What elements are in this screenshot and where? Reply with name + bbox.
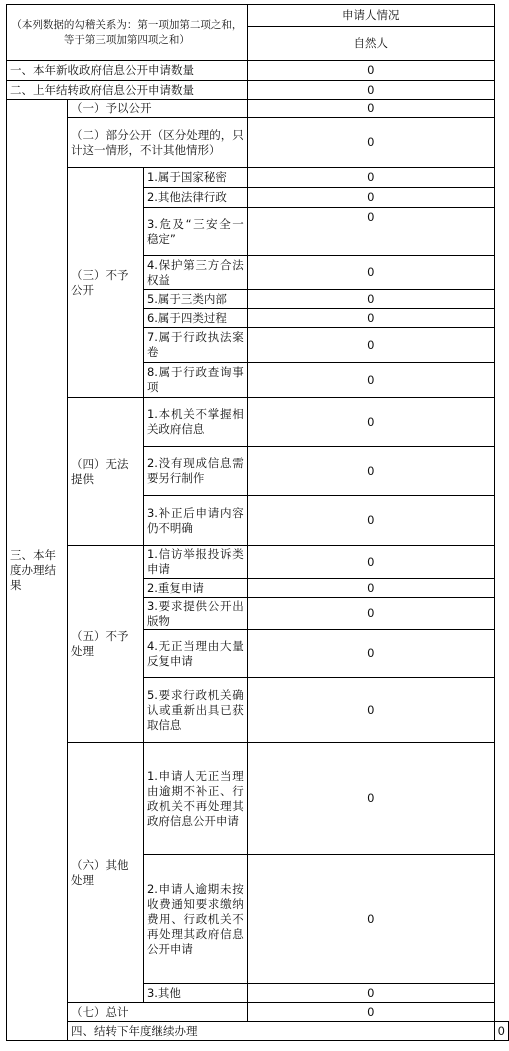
row-label: 二、上年结转政府信息公开申请数量	[7, 81, 248, 100]
row-value: 0	[247, 61, 494, 81]
item-value: 0	[247, 328, 494, 363]
table-row	[7, 1022, 509, 1041]
row-label: （一）予以公开	[68, 100, 248, 118]
table-row	[7, 168, 509, 188]
item-label: 3.危及“三安全一稳定”	[143, 208, 247, 256]
group-label-not-disclosed: （三）不予公开	[68, 168, 144, 398]
row-value: 0	[247, 1003, 494, 1022]
row-label: （七）总计	[68, 1003, 248, 1022]
table-row	[7, 398, 509, 447]
item-value: 0	[247, 256, 494, 290]
item-value: 0	[247, 208, 494, 256]
col-sub-header: 自然人	[247, 27, 494, 61]
item-label: 8.属于行政查询事项	[143, 363, 247, 398]
item-label: 1.属于国家秘密	[143, 168, 247, 188]
item-label: 5.要求行政机关确认或重新出具已获取信息	[143, 678, 247, 743]
item-label: 1.本机关不掌握相关政府信息	[143, 398, 247, 447]
row-label: 一、本年新收政府信息公开申请数量	[7, 61, 248, 81]
item-label: 3.补正后申请内容仍不明确	[143, 496, 247, 546]
item-label: 7.属于行政执法案卷	[143, 328, 247, 363]
item-label: 2.其他法律行政	[143, 188, 247, 208]
table-row	[7, 118, 509, 168]
item-value: 0	[247, 188, 494, 208]
item-label: 1.信访举报投诉类申请	[143, 546, 247, 579]
item-label: 4.保护第三方合法权益	[143, 256, 247, 290]
item-value: 0	[247, 579, 494, 598]
item-value: 0	[247, 363, 494, 398]
gov-info-disclosure-table	[6, 4, 509, 1041]
header-row-1	[7, 5, 509, 27]
table-row	[7, 1003, 509, 1022]
item-label: 6.属于四类过程	[143, 309, 247, 328]
item-value: 0	[247, 743, 494, 855]
table-row	[7, 61, 509, 81]
item-label: 3.要求提供公开出版物	[143, 598, 247, 630]
item-value: 0	[247, 984, 494, 1003]
item-value: 0	[247, 855, 494, 984]
item-value: 0	[247, 398, 494, 447]
section-label-results: 三、本年度办理结果	[7, 100, 68, 1041]
table-row	[7, 100, 509, 118]
item-value: 0	[247, 496, 494, 546]
item-label: 4.无正当理由大量反复申请	[143, 630, 247, 678]
table-row	[7, 743, 509, 855]
item-value: 0	[247, 598, 494, 630]
item-value: 0	[247, 678, 494, 743]
item-value: 0	[247, 168, 494, 188]
row-label: （二）部分公开（区分处理的，只计这一情形，不计其他情形）	[68, 118, 248, 168]
item-label: 2.没有现成信息需要另行制作	[143, 447, 247, 496]
item-value: 0	[247, 309, 494, 328]
item-value: 0	[247, 447, 494, 496]
item-value: 0	[247, 290, 494, 309]
item-value: 0	[247, 546, 494, 579]
group-label-cannot-provide: （四）无法提供	[68, 398, 144, 546]
col-group-header: 申请人情况	[247, 5, 494, 27]
item-value: 0	[247, 630, 494, 678]
item-label: 2.申请人逾期未按收费通知要求缴纳费用、行政机关不再处理其政府信息公开申请	[143, 855, 247, 984]
header-note: （本列数据的勾稽关系为：第一项加第二项之和，等于第三项加第四项之和）	[7, 5, 248, 61]
row-value: 0	[494, 1022, 508, 1041]
row-label: 四、结转下年度继续办理	[68, 1022, 495, 1041]
item-label: 3.其他	[143, 984, 247, 1003]
row-value: 0	[247, 100, 494, 118]
table-row	[7, 546, 509, 579]
table-row	[7, 81, 509, 100]
item-label: 5.属于三类内部	[143, 290, 247, 309]
group-label-not-processed: （五）不予处理	[68, 546, 144, 743]
item-label: 2.重复申请	[143, 579, 247, 598]
group-label-other-processing: （六）其他处理	[68, 743, 144, 1003]
row-value: 0	[247, 81, 494, 100]
item-label: 1.申请人无正当理由逾期不补正、行政机关不再处理其政府信息公开申请	[143, 743, 247, 855]
row-value: 0	[247, 118, 494, 168]
